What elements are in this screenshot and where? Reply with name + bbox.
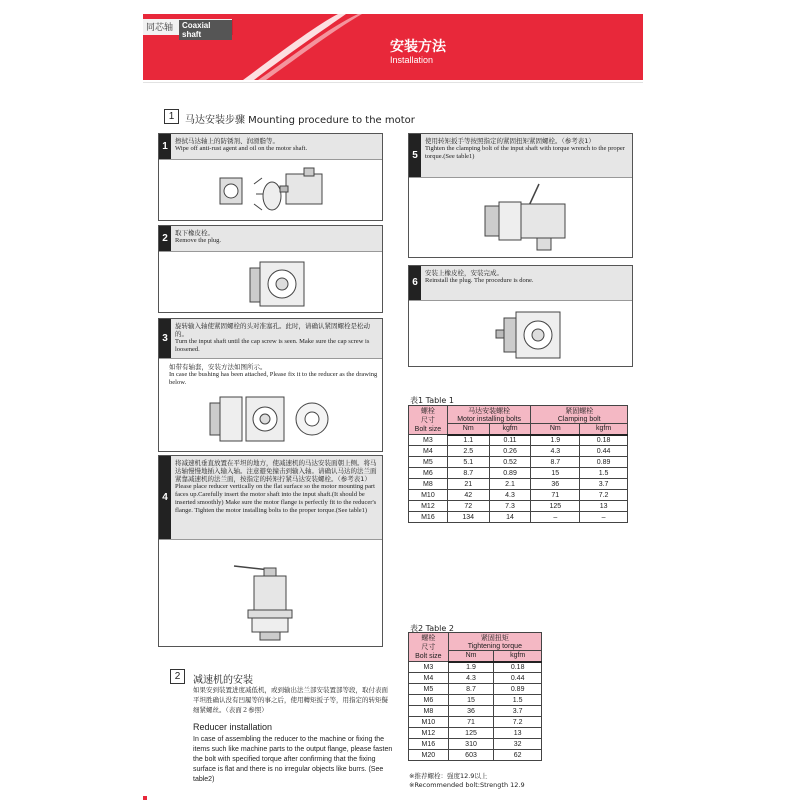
table-1-cell: –	[531, 512, 580, 523]
table-2-cell: 32	[494, 739, 542, 750]
table-1-cell: 15	[531, 468, 580, 479]
table-1-row	[409, 457, 628, 468]
step-2-number: 2	[159, 226, 171, 251]
table-2-cell: 4.3	[448, 673, 494, 684]
table-2-cell: 62	[494, 750, 542, 761]
table-1-body	[409, 435, 628, 523]
table-2-unit: Nm	[448, 651, 494, 662]
step-4-number: 4	[159, 456, 171, 539]
table-1-cell: 0.26	[489, 446, 531, 457]
step-5-text-cn: 使用转矩扳手等按照指定的紧固扭矩紧固螺栓。（参考表1）	[425, 137, 595, 145]
product-tab-en: Coaxial shaft	[179, 20, 232, 40]
table-2-caption: 表2 Table 2	[410, 624, 454, 633]
table-2-row	[409, 662, 542, 673]
table-1-cell: 72	[447, 501, 489, 512]
table-2-row	[409, 684, 542, 695]
table-2-unit: kgfm	[494, 651, 542, 662]
table-1-cell: 4.3	[489, 490, 531, 501]
table-1-cell: 3.7	[580, 479, 628, 490]
table-1-cell: 0.89	[489, 468, 531, 479]
table-1-caption: 表1 Table 1	[410, 396, 454, 405]
bushing-illustration	[204, 389, 334, 449]
step-1-text-cn: 擦拭马达轴上的防锈剂、润滑脂等。	[175, 137, 279, 145]
table-1-row	[409, 501, 628, 512]
table-2-cell: M10	[409, 717, 449, 728]
table-1-cell: 36	[531, 479, 580, 490]
table-1-cell: 4.3	[531, 446, 580, 457]
table-1-cell: M3	[409, 435, 448, 446]
table-2-cell: M5	[409, 684, 449, 695]
remove-plug-illustration	[244, 258, 314, 310]
table-2-row	[409, 750, 542, 761]
table-2-row	[409, 673, 542, 684]
table-2-row	[409, 717, 542, 728]
section-2-body-en: In case of assembling the reducer to the machine or fixing the items such like machine parts to the output flange, please fasten the bolt with specified torque after confirming that the fixing surface is flat and there is no irregular objects like burrs. (See table2)	[193, 736, 393, 783]
table-2-cell: 13	[494, 728, 542, 739]
table-2-cell: 125	[448, 728, 494, 739]
table-2-cell: M20	[409, 750, 449, 761]
table-2-cell: 36	[448, 706, 494, 717]
table-1-cell: 14	[489, 512, 531, 523]
table-1-cell: 0.44	[580, 446, 628, 457]
step-3-band	[159, 319, 382, 359]
step-4-text-en: Please place reducer vertically on the flat surface so the motor mounting part faces up.Carefully insert the motor shaft into the input shaft.(It should be inserted smoothly) Make sure the motor flange is perfectly fit to the reducer's flange. Tighten the motor installing bolts to the proper torque.(See table1)	[175, 483, 377, 514]
table-1-row	[409, 435, 628, 446]
step-6-number: 6	[409, 266, 421, 300]
table-1-cell: 1.5	[580, 468, 628, 479]
step-3-box	[158, 318, 383, 452]
table-1-cell: 134	[447, 512, 489, 523]
table-2-cell: 7.2	[494, 717, 542, 728]
step-1-text-en: Wipe off anti-rust agent and oil on the motor shaft.	[175, 145, 308, 152]
table-2	[408, 632, 542, 761]
step-6-text-cn: 安装上橡皮栓，安装完成。	[425, 269, 503, 277]
product-tab-cn: 同芯轴	[146, 23, 174, 33]
table-2-cell: M3	[409, 662, 449, 673]
reinstall-plug-illustration	[494, 304, 564, 364]
step-2-box	[158, 225, 383, 313]
section-1-title: 马达安装步骤 Mounting procedure to the motor	[185, 115, 415, 126]
header-divider	[143, 82, 643, 83]
step-2-text-en: Remove the plug.	[175, 237, 222, 244]
section-2-body-cn: 如果安到装置进度减低机，或到输出法兰部安装置部等段，取付表面平坦胜确认没有凹履等的事之后，使用轉矩扳子等，用指定的转矩儗细紧螺丝。（表面２参照）	[193, 686, 388, 714]
table-2-note-cn: ※推荐螺栓：强度12.9以上	[409, 772, 488, 780]
table-2-row	[409, 706, 542, 717]
step-5-box	[408, 133, 633, 258]
table-1-header-bolt: 螺栓 尺寸 Bolt size	[409, 406, 448, 435]
step-1-band	[159, 134, 382, 160]
table-2-cell: 1.9	[448, 662, 494, 673]
header-banner	[143, 14, 643, 80]
step-5-text-en: Tighten the clamping bolt of the input shaft with torque wrench to the proper torque.(See table1)	[425, 145, 625, 160]
table-1-cell: 21	[447, 479, 489, 490]
table-1-unit: kgfm	[580, 424, 628, 435]
table-2-body	[409, 662, 542, 761]
step-3-number: 3	[159, 319, 171, 358]
table-1-cell: 5.1	[447, 457, 489, 468]
table-1-cell: 7.2	[580, 490, 628, 501]
table-1-cell: 7.3	[489, 501, 531, 512]
table-1-cell: 125	[531, 501, 580, 512]
table-1-cell: M12	[409, 501, 448, 512]
step-5-number: 5	[409, 134, 421, 177]
table-2-cell: M6	[409, 695, 449, 706]
footer-accent	[143, 796, 147, 800]
table-1-row	[409, 468, 628, 479]
page-subtitle: Installation	[390, 55, 434, 65]
section-2-number: 2	[170, 669, 185, 684]
table-2-cell: M4	[409, 673, 449, 684]
table-2-cell: 0.89	[494, 684, 542, 695]
table-2-cell: 71	[448, 717, 494, 728]
table-1-cell: 0.89	[580, 457, 628, 468]
step-4-band	[159, 456, 382, 540]
bushing-note-en: In case the bushing has been attached, Please fix it to the reducer as the drawing below.	[169, 371, 378, 386]
step-4-box	[158, 455, 383, 647]
table-1-cell: 1.1	[447, 435, 489, 446]
table-1-cell: 0.18	[580, 435, 628, 446]
table-1-row	[409, 446, 628, 457]
table-1-unit: kgfm	[489, 424, 531, 435]
table-2-cell: 603	[448, 750, 494, 761]
table-1-cell: –	[580, 512, 628, 523]
section-2-subtitle-en: Reducer installation	[193, 722, 273, 732]
table-2-cell: 0.18	[494, 662, 542, 673]
table-2-cell: M8	[409, 706, 449, 717]
table-2-header-bolt: 螺栓 尺寸 Bolt size	[409, 633, 449, 662]
header-swoosh-graphic	[238, 14, 398, 80]
table-1-header-motor: 马达安装螺栓 Motor installing bolts	[447, 406, 531, 424]
table-1-cell: M5	[409, 457, 448, 468]
table-2-cell: M16	[409, 739, 449, 750]
table-1-cell: 1.9	[531, 435, 580, 446]
table-1-row	[409, 479, 628, 490]
step-1-box	[158, 133, 383, 221]
section-2-title: 减速机的安装	[193, 675, 253, 686]
tighten-clamping-bolt-illustration	[479, 180, 579, 256]
bushing-note-cn: 如带有轴套，安装方法如图所示。	[169, 363, 267, 371]
table-1-cell: 42	[447, 490, 489, 501]
table-1-header-clamp: 紧固螺栓 Clamping bolt	[531, 406, 628, 424]
table-1-cell: 13	[580, 501, 628, 512]
table-1-cell: M6	[409, 468, 448, 479]
table-2-note-en: ※Recommended bolt:Strength 12.9	[409, 781, 525, 789]
table-2-cell: 8.7	[448, 684, 494, 695]
table-1-row	[409, 512, 628, 523]
vertical-insert-illustration	[224, 560, 314, 644]
table-2-cell: 3.7	[494, 706, 542, 717]
table-1-cell: 0.11	[489, 435, 531, 446]
table-1-cell: 8.7	[531, 457, 580, 468]
table-1	[408, 405, 628, 523]
table-1-unit: Nm	[447, 424, 489, 435]
table-1-cell: M4	[409, 446, 448, 457]
table-1-row	[409, 490, 628, 501]
page-title: 安装方法	[390, 39, 446, 55]
table-1-unit: Nm	[531, 424, 580, 435]
table-1-cell: M16	[409, 512, 448, 523]
step-6-band	[409, 266, 632, 301]
section-1-number: 1	[164, 109, 179, 124]
wipe-shaft-illustration	[214, 164, 334, 219]
table-2-header-torque: 紧固扭矩 Tightening torque	[448, 633, 541, 651]
product-tab	[143, 19, 233, 39]
table-2-cell: 15	[448, 695, 494, 706]
table-1-cell: 2.1	[489, 479, 531, 490]
table-1-cell: 0.52	[489, 457, 531, 468]
step-6-text-en: Reinstall the plug. The procedure is done.	[425, 277, 534, 284]
table-2-row	[409, 728, 542, 739]
step-2-text-cn: 取下橡皮栓。	[175, 229, 214, 237]
table-1-cell: 71	[531, 490, 580, 501]
step-5-band	[409, 134, 632, 178]
table-1-cell: 2.5	[447, 446, 489, 457]
step-3-text-en: Turn the input shaft until the cap screw is seen. Make sure the cap screw is loosened.	[175, 338, 370, 353]
step-3-text-cn: 旋转输入轴使紧固螺栓的头对准塞孔。此时，请确认紧固螺栓是松动的。	[175, 322, 370, 338]
table-2-row	[409, 695, 542, 706]
step-2-band	[159, 226, 382, 252]
table-1-cell: M10	[409, 490, 448, 501]
table-1-cell: M8	[409, 479, 448, 490]
step-6-box	[408, 265, 633, 367]
table-2-cell: 1.5	[494, 695, 542, 706]
table-2-cell: 0.44	[494, 673, 542, 684]
step-4-text-cn: 将减速机垂直放置在平坦的地方，使减速机的马达安装面朝上侧。将马达轴慢慢地插入输入轴。注意避免撞击到输入轴。请确认马达的法兰面紧靠减速机的法兰面，按指定的转矩拧紧马达安装螺栓。（参考表1）	[175, 459, 377, 483]
table-1-cell: 8.7	[447, 468, 489, 479]
table-2-row	[409, 739, 542, 750]
table-2-cell: 310	[448, 739, 494, 750]
step-1-number: 1	[159, 134, 171, 159]
table-2-cell: M12	[409, 728, 449, 739]
